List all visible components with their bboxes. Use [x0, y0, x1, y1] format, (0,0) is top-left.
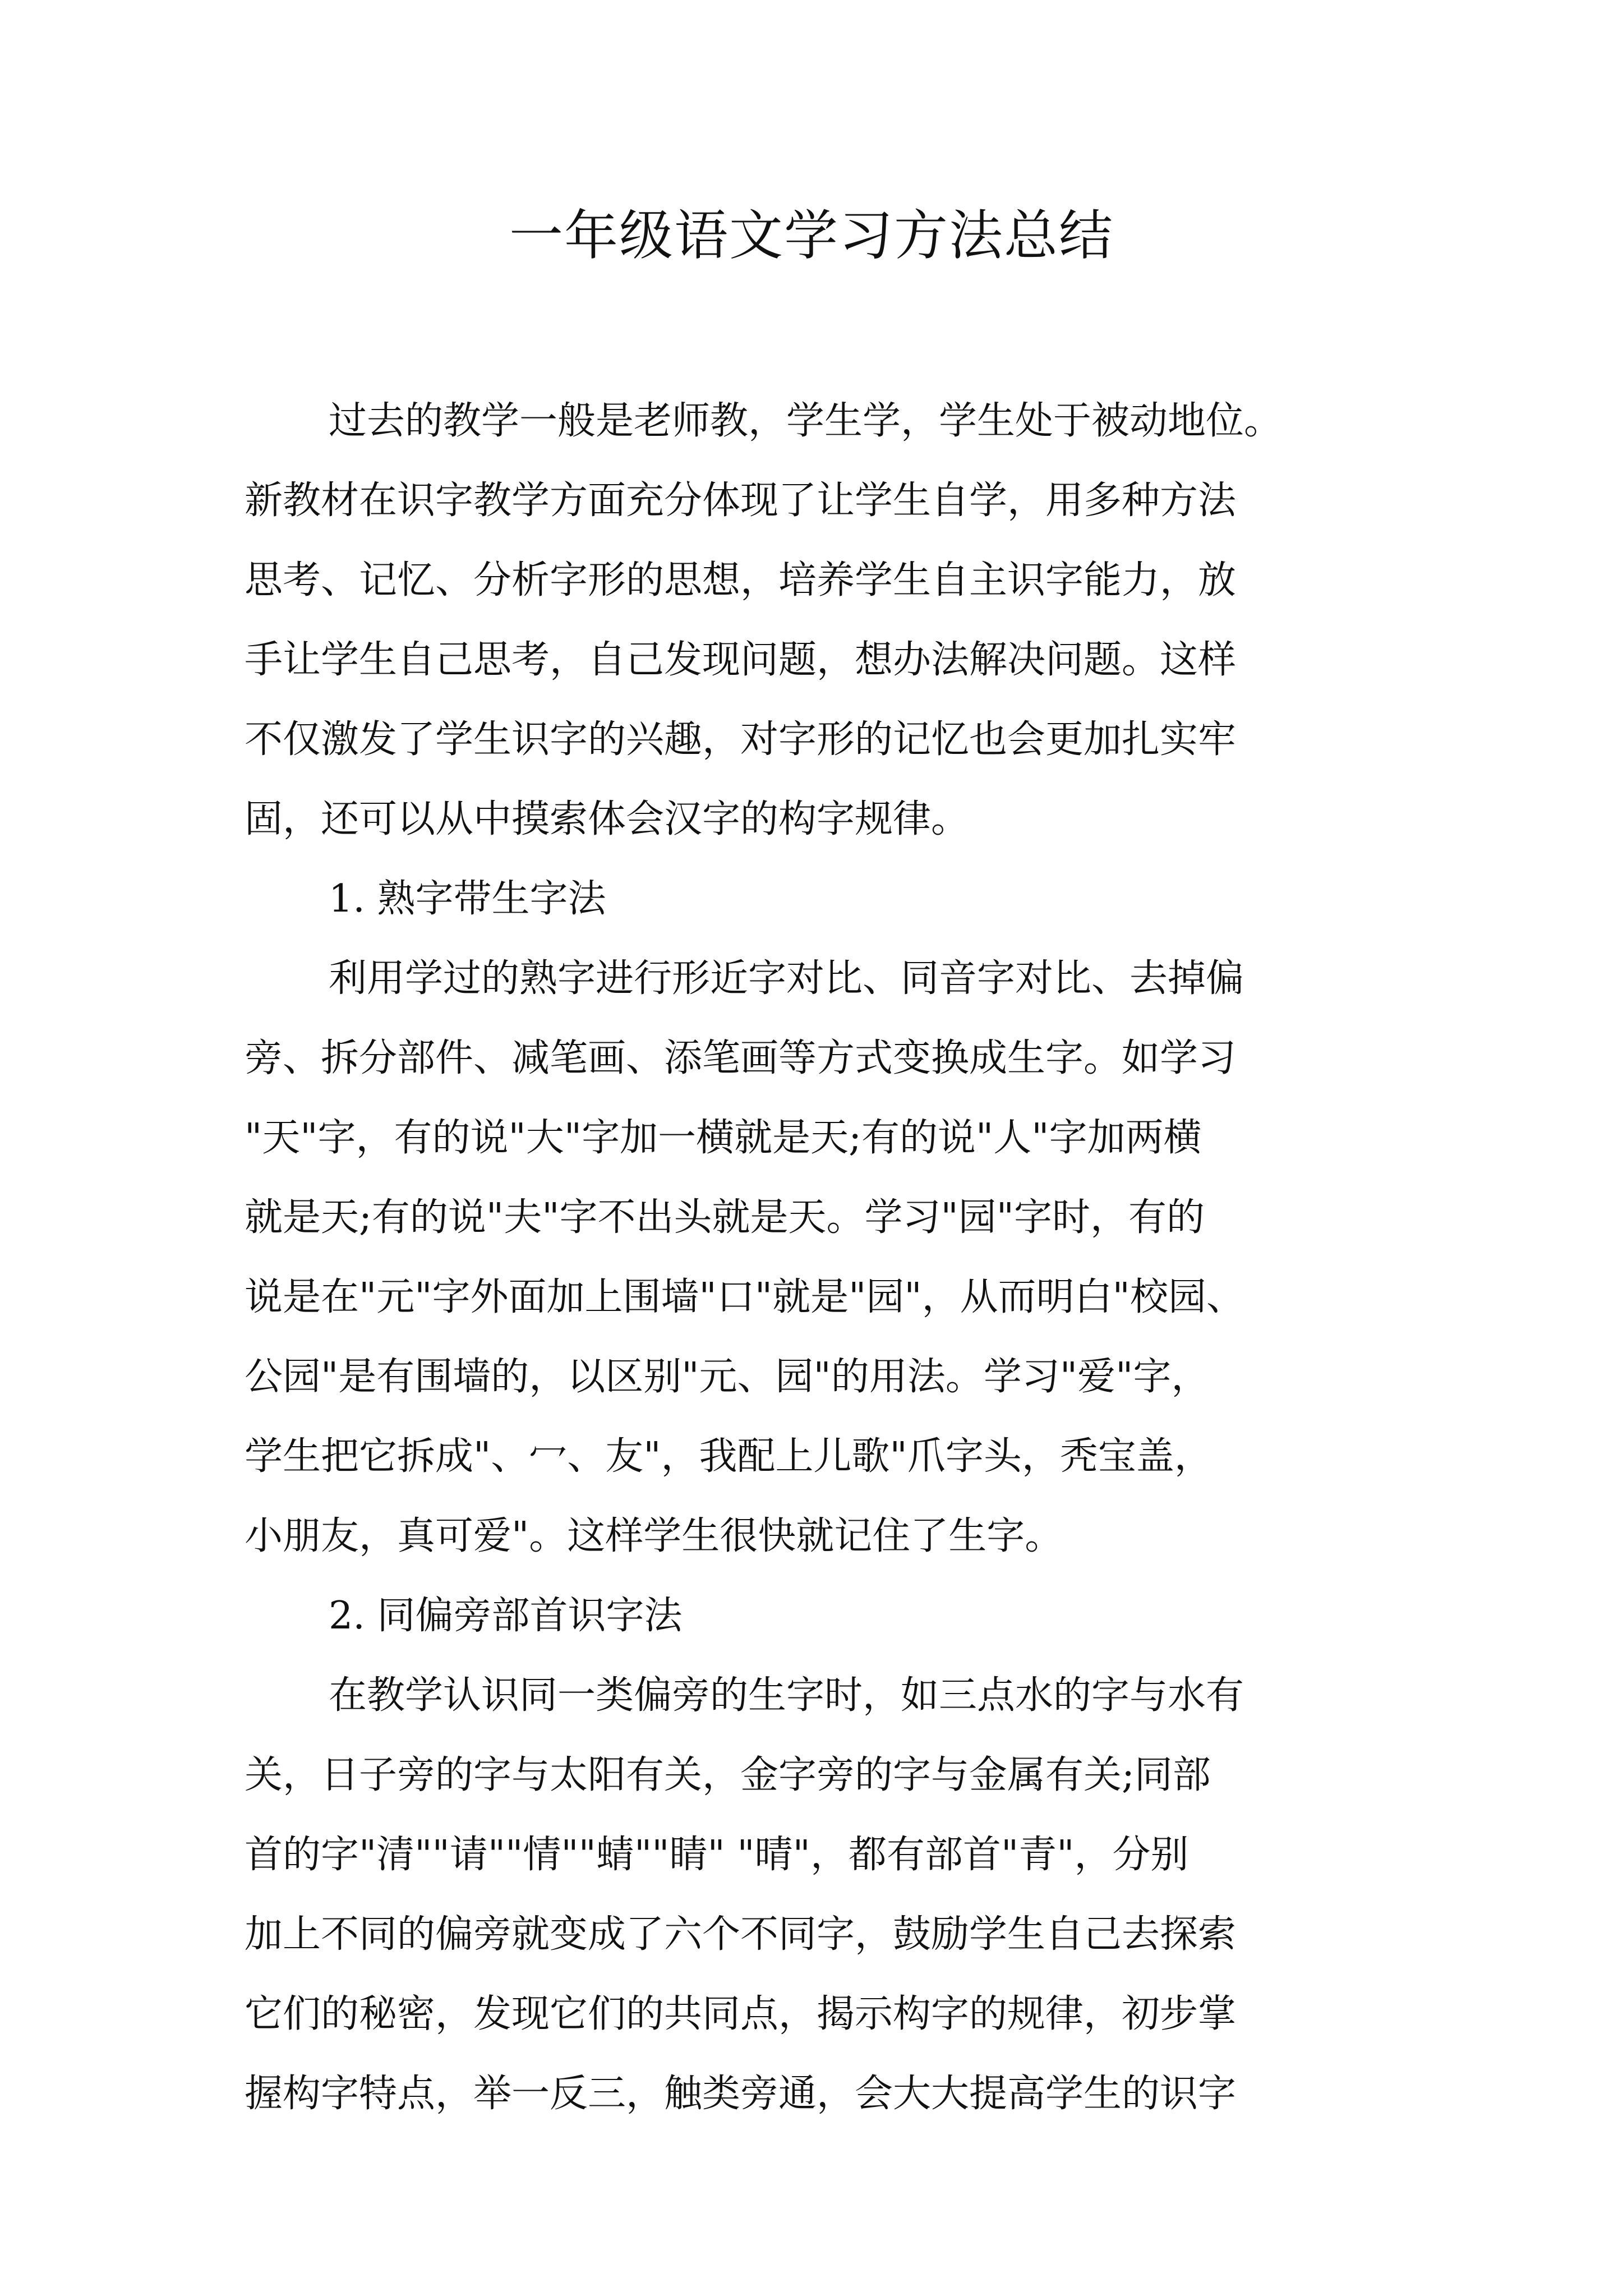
text-line: 小朋友，真可爱"。这样学生很快就记住了生字。 — [245, 1514, 1063, 1558]
text-line: 就是天;有的说"夫"字不出头就是天。学习"园"字时，有的 — [245, 1195, 1205, 1240]
text-line: "天"字，有的说"大"字加一横就是天;有的说"人"字加两横 — [245, 1116, 1202, 1160]
text-line: 说是在"元"字外面加上围墙"口"就是"园"，从而明白"校园、 — [245, 1275, 1244, 1319]
text-line: 思考、记忆、分析字形的思想，培养学生自主识字能力，放 — [245, 558, 1237, 602]
text-line: 新教材在识字教学方面充分体现了让学生自学，用多种方法 — [245, 478, 1237, 523]
text-line: 在教学认识同一类偏旁的生字时，如三点水的字与水有 — [329, 1673, 1244, 1718]
document-body — [245, 381, 1383, 2134]
text-line: 手让学生自己思考，自己发现问题，想办法解决问题。这样 — [245, 638, 1237, 682]
text-line: 学生把它拆成"、冖、友"，我配上儿歌"爪字头，秃宝盖， — [245, 1434, 1212, 1479]
text-line: 首的字"清""请""情""蜻""睛" "晴"，都有部首"青"，分别 — [245, 1833, 1189, 1877]
text-line: 它们的秘密，发现它们的共同点，揭示构字的规律，初步掌 — [245, 1992, 1237, 2036]
text-line: 不仅激发了学生识字的兴趣，对字形的记忆也会更加扎实牢 — [245, 717, 1237, 762]
text-line: 关，日子旁的字与太阳有关，金字旁的字与金属有关;同部 — [245, 1753, 1211, 1797]
text-line: 利用学过的熟字进行形近字对比、同音字对比、去掉偏 — [329, 956, 1244, 1001]
text-line: 公园"是有围墙的，以区别"元、园"的用法。学习"爱"字， — [245, 1355, 1210, 1399]
text-line: 2. 同偏旁部首识字法 — [329, 1594, 683, 1638]
document-title: 一年级语文学习方法总结 — [509, 204, 1114, 267]
text-line: 固，还可以从中摸索体会汉字的构字规律。 — [245, 797, 970, 841]
text-line: 握构字特点，举一反三，触类旁通，会大大提高学生的识字 — [245, 2072, 1237, 2116]
text-line: 1. 熟字带生字法 — [329, 877, 606, 921]
text-line: 过去的教学一般是老师教，学生学，学生处于被动地位。 — [329, 399, 1283, 443]
text-line: 加上不同的偏旁就变成了六个不同字，鼓励学生自己去探索 — [245, 1912, 1237, 1957]
text-line: 旁、拆分部件、减笔画、添笔画等方式变换成生字。如学习 — [245, 1036, 1237, 1080]
